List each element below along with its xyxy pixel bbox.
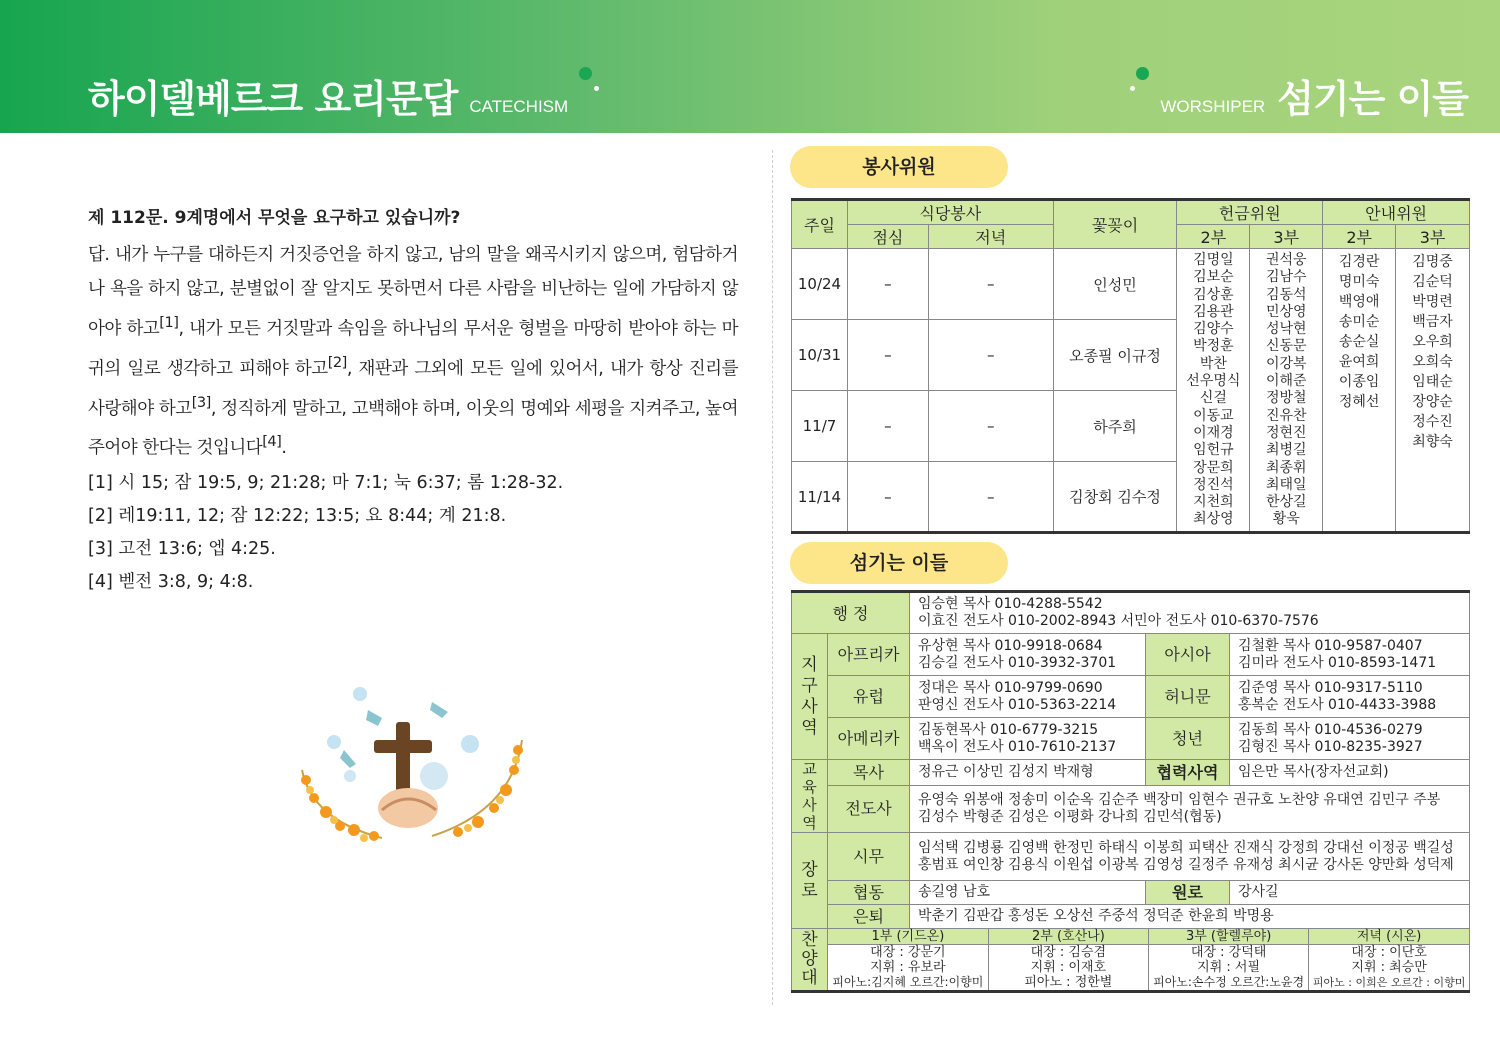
person-name: 윤여희 [1338, 354, 1380, 370]
person-name: 김상훈 [1193, 286, 1234, 303]
offering-3-names [1250, 249, 1323, 533]
assoc-label: 협동 [828, 881, 910, 905]
hunimun-label: 허니문 [1146, 676, 1230, 718]
youth-names [1230, 718, 1470, 760]
person-name: 신걸 [1199, 390, 1227, 407]
footnote-mark: [1] [159, 314, 179, 331]
contact-line: 백옥이 전도사 010-7610-2137 [918, 738, 1117, 755]
date-cell: 11/14 [792, 462, 848, 533]
choir-line: 대장 : 김승겸 [1030, 945, 1107, 960]
assoc-names: 송길영 남호 [910, 881, 1146, 905]
date-cell: 11/7 [792, 391, 848, 462]
person-name: 장문희 [1193, 459, 1234, 476]
elder-label [792, 833, 828, 929]
flowers-cell: 김창회 김수정 [1053, 462, 1177, 533]
person-name: 선우명식 [1186, 373, 1241, 390]
reference-line: [4] 벧전 3:8, 9; 4:8. [88, 572, 254, 593]
col-guide: 안내위원 [1323, 200, 1470, 225]
guide-2-names [1323, 249, 1396, 533]
youth-label: 청년 [1146, 718, 1230, 760]
col-offering: 헌금위원 [1177, 200, 1323, 225]
lunch-cell: – [847, 462, 928, 533]
catechism-title: 하이델베르크 요리문답 [88, 77, 458, 121]
active-names [910, 833, 1470, 881]
choir-label [792, 929, 828, 992]
dinner-cell: – [928, 462, 1053, 533]
header-left [88, 68, 568, 123]
answer-part: , 내가 모든 거짓말과 속임을 하나님의 무서운 형벌을 마땅히 받아야 하는 마귀의 일로 생각하고 피해야 하고 [88, 318, 738, 379]
america-names [910, 718, 1146, 760]
volunteer-table [791, 198, 1470, 534]
footnote-mark: [2] [327, 353, 347, 371]
vertical-char: 구 [801, 675, 818, 696]
cross-hands-illustration [292, 680, 532, 860]
offering-2-names [1177, 249, 1250, 533]
choir-line: 지휘 : 최승만 [1351, 960, 1427, 975]
contact-line: 김동희 목사 010-4536-0279 [1238, 721, 1423, 738]
honor-label: 원로 [1146, 881, 1230, 905]
person-name: 김순덕 [1412, 274, 1453, 290]
col-cafeteria: 식당봉사 [847, 200, 1053, 225]
person-name: 박명련 [1412, 294, 1453, 310]
vertical-char: 찬 [801, 930, 818, 950]
person-name: 김보순 [1193, 269, 1234, 286]
person-name: 최병길 [1265, 442, 1307, 459]
dinner-cell: – [928, 320, 1053, 391]
flowers-cell: 하주희 [1053, 391, 1177, 462]
names-line: 홍범표 여인창 김용식 이원섭 이광복 김영성 길정주 유재성 최시균 강사돈 양만화 성덕제 [918, 856, 1454, 873]
person-name: 오희숙 [1412, 354, 1453, 370]
dinner-cell: – [928, 249, 1053, 320]
contact-line: 판영신 전도사 010-5363-2214 [918, 696, 1117, 713]
flowers-cell: 인성민 [1053, 249, 1177, 320]
volunteer-heading: 봉사위원 [790, 146, 1008, 188]
choir-info [1149, 945, 1309, 991]
answer-part: , 재판과 그외에 모든 일에 있어서, 내가 항상 진리를 사랑해야 하고 [88, 358, 738, 419]
person-name: 백금자 [1412, 314, 1453, 330]
scripture-references [88, 467, 738, 599]
catechism-answer [88, 238, 738, 465]
person-name: 오우희 [1412, 334, 1453, 350]
header-right [1148, 68, 1468, 123]
choir-line: 지휘 : 이재호 [1030, 960, 1107, 975]
contact-line: 김승길 전도사 010-3932-3701 [918, 654, 1117, 671]
vertical-char: 사 [801, 696, 818, 717]
admin-line: 임승현 목사 010-4288-5542 [918, 596, 1103, 612]
choir-line: 피아노 : 정한별 [1024, 975, 1113, 990]
person-name: 김양수 [1193, 321, 1234, 338]
person-name: 박찬 [1199, 355, 1227, 372]
choir-line: 지휘 : 유보라 [870, 960, 946, 975]
lunch-cell: – [847, 320, 928, 391]
choir-info [1309, 945, 1469, 991]
guide-3-names [1396, 249, 1470, 533]
admin-label: 행 정 [792, 592, 910, 634]
choir-line: 대장 : 강덕태 [1190, 945, 1267, 960]
retired-label: 은퇴 [828, 905, 910, 929]
person-name: 송순실 [1338, 334, 1380, 350]
col-flowers: 꽃꽂이 [1053, 200, 1177, 249]
servants-heading: 섬기는 이들 [790, 542, 1008, 584]
admin-names [910, 592, 1470, 634]
person-name: 박정훈 [1193, 338, 1234, 355]
choir-line: 피아노 : 이희은 오르간 : 이향미 [1312, 976, 1466, 989]
person-name: 성낙현 [1265, 321, 1307, 338]
green-dot-icon [1136, 67, 1149, 80]
person-name: 이재경 [1193, 424, 1234, 441]
footnote-mark: [4] [262, 433, 282, 451]
choir-line: 피아노:손수정 오르간:노윤경 [1153, 975, 1305, 989]
reference-line: [2] 레19:11, 12; 잠 12:22; 13:5; 요 8:44; 계 21:8. [88, 506, 507, 527]
table-row [792, 249, 1470, 320]
contact-line: 김준영 목사 010-9317-5110 [1238, 679, 1423, 696]
person-name: 이강복 [1265, 355, 1307, 372]
contact-line: 홍복순 전도사 010-4433-3988 [1238, 696, 1437, 713]
person-name: 임헌규 [1193, 442, 1234, 459]
person-name: 백영애 [1338, 294, 1380, 310]
names-line: 유영숙 위봉애 정송미 이순옥 김순주 백장미 임현수 권규호 노찬양 유대연 김민구 주봉 [918, 791, 1441, 808]
col-offering-2: 2부 [1177, 225, 1250, 249]
person-name: 장양순 [1412, 394, 1453, 410]
person-name: 권석웅 [1265, 252, 1307, 268]
evangelist-names [910, 785, 1470, 832]
person-name: 최종휘 [1265, 459, 1307, 476]
white-dot-icon [1130, 86, 1135, 91]
contact-line: 정대은 목사 010-9799-0690 [918, 679, 1103, 696]
reference-line: [3] 고전 13:6; 엡 4:25. [88, 539, 276, 560]
active-label: 시무 [828, 833, 910, 881]
vertical-char: 교 [802, 760, 817, 778]
answer-part: 답. 내가 누구를 대하든지 거짓증언을 하지 않고, 남의 말을 왜곡시키지 않으며, 험담하거나 욕을 하지 않고, 분별없이 잘 알지도 못하면서 다른 사람을 비난하는 일에 가담하지 않아야 하고 [88, 245, 738, 339]
contact-line: 김형진 목사 010-8235-3927 [1238, 738, 1423, 755]
col-dinner: 저녁 [928, 225, 1053, 249]
vertical-char: 장 [801, 859, 818, 880]
person-name: 정혜선 [1338, 394, 1380, 410]
person-name: 정진석 [1193, 476, 1234, 493]
vertical-char: 대 [801, 968, 818, 988]
europe-label: 유럽 [828, 676, 910, 718]
answer-part: , 정직하게 말하고, 고백해야 하며, 이웃의 명예와 세평을 지켜주고, 높여주어야 한다는 것입니다 [88, 398, 738, 459]
lunch-cell: – [847, 249, 928, 320]
choir-line: 대장 : 이단호 [1351, 945, 1427, 960]
choir-line: 지휘 : 서필 [1197, 960, 1261, 975]
person-name: 민상영 [1265, 303, 1307, 320]
person-name: 임태순 [1412, 374, 1453, 390]
retired-names: 박춘기 김판갑 홍성돈 오상선 주중석 정덕준 한윤희 박명용 [910, 905, 1470, 929]
dinner-cell: – [928, 391, 1053, 462]
person-name: 정수진 [1412, 414, 1453, 430]
edu-label [792, 760, 828, 833]
col-sunday: 주일 [792, 200, 848, 249]
person-name: 신동문 [1265, 338, 1307, 355]
servants-table [791, 590, 1470, 993]
answer-part: . [281, 438, 287, 459]
coop-label: 협력사역 [1146, 760, 1230, 786]
page-divider [772, 150, 773, 1005]
lunch-cell: – [847, 391, 928, 462]
choir-name: 3부 (할렐루야) [1149, 929, 1309, 945]
person-name: 진유찬 [1265, 407, 1307, 424]
person-name: 최상영 [1193, 511, 1234, 528]
vertical-char: 지 [801, 654, 818, 675]
person-name: 김명일 [1193, 252, 1234, 268]
person-name: 지천희 [1193, 494, 1234, 511]
admin-line: 이효진 전도사 010-2002-8943 서민아 전도사 010-6370-7576 [918, 613, 1319, 629]
hunimun-names [1230, 676, 1470, 718]
worshiper-title: 섬기는 이들 [1277, 77, 1468, 121]
asia-label: 아시아 [1146, 634, 1230, 676]
america-label: 아메리카 [828, 718, 910, 760]
person-name: 이해준 [1265, 373, 1307, 390]
person-name: 한상길 [1265, 494, 1307, 511]
honor-names: 강사길 [1230, 881, 1470, 905]
person-name: 김명중 [1412, 254, 1453, 270]
green-dot-icon [579, 67, 592, 80]
person-name: 김경란 [1338, 254, 1380, 270]
person-name: 황욱 [1272, 511, 1300, 528]
person-name: 이종임 [1338, 374, 1380, 390]
col-guide-3: 3부 [1396, 225, 1470, 249]
col-lunch: 점심 [847, 225, 928, 249]
person-name: 김남수 [1265, 269, 1307, 286]
col-offering-3: 3부 [1250, 225, 1323, 249]
vertical-char: 로 [801, 880, 818, 901]
coop-names: 임은만 목사(장자선교회) [1230, 760, 1470, 786]
person-name: 명미숙 [1338, 274, 1380, 290]
choir-line: 피아노:김지혜 오르간:이향미 [832, 975, 984, 989]
contact-line: 김미라 전도사 010-8593-1471 [1238, 654, 1437, 671]
person-name: 정현진 [1265, 424, 1307, 441]
contact-line: 유상현 목사 010-9918-0684 [918, 637, 1103, 654]
names-line: 임석택 김병룡 김영백 한정민 하태식 이봉희 피택산 진재식 강정희 강대선 이정공 백길성 [918, 839, 1454, 856]
africa-names [910, 634, 1146, 676]
choir-name: 1부 (기드온) [828, 929, 988, 945]
worshiper-subtitle: WORSHIPER [1160, 97, 1266, 116]
white-dot-icon [594, 86, 599, 91]
asia-names [1230, 634, 1470, 676]
date-cell: 10/31 [792, 320, 848, 391]
vertical-char: 역 [801, 717, 818, 738]
person-name: 김동석 [1265, 286, 1307, 303]
names-line: 김성수 박형준 김성은 이평화 강나희 김민석(협동) [918, 808, 1222, 825]
district-label [792, 634, 828, 760]
catechism-section [88, 203, 738, 599]
person-name: 이동교 [1193, 407, 1234, 424]
contact-line: 김동현목사 010-6779-3215 [918, 721, 1099, 738]
vertical-char: 육 [802, 778, 817, 796]
vertical-char: 사 [802, 796, 817, 814]
header-banner [0, 0, 1500, 133]
catechism-subtitle: CATECHISM [469, 97, 569, 116]
person-name: 최향숙 [1412, 434, 1453, 450]
choir-info [828, 945, 988, 991]
europe-names [910, 676, 1146, 718]
contact-line: 김철환 목사 010-9587-0407 [1238, 637, 1423, 654]
vertical-char: 역 [802, 814, 817, 832]
pastor-label: 목사 [828, 760, 910, 786]
person-name: 김용관 [1193, 303, 1234, 320]
flowers-cell: 오종필 이규정 [1053, 320, 1177, 391]
choir-name: 2부 (호산나) [988, 929, 1148, 945]
person-name: 최태일 [1265, 476, 1307, 493]
person-name: 송미순 [1338, 314, 1380, 330]
choir-cell [828, 929, 1470, 992]
col-guide-2: 2부 [1323, 225, 1396, 249]
person-name: 정방철 [1265, 390, 1307, 407]
pastor-names: 정유근 이상민 김성지 박재형 [910, 760, 1146, 786]
vertical-char: 양 [801, 949, 818, 969]
reference-line: [1] 시 15; 잠 19:5, 9; 21:28; 마 7:1; 눅 6:37; 롬 1:28-32. [88, 473, 564, 494]
date-cell: 10/24 [792, 249, 848, 320]
choir-info [988, 945, 1148, 991]
choir-table [828, 929, 1469, 990]
evangelist-label: 전도사 [828, 785, 910, 832]
choir-line: 대장 : 강문기 [870, 945, 946, 960]
choir-name: 저녁 (시온) [1309, 929, 1469, 945]
catechism-question: 제 112문. 9계명에서 무엇을 요구하고 있습니까? [88, 208, 461, 228]
footnote-mark: [3] [191, 393, 211, 411]
africa-label: 아프리카 [828, 634, 910, 676]
